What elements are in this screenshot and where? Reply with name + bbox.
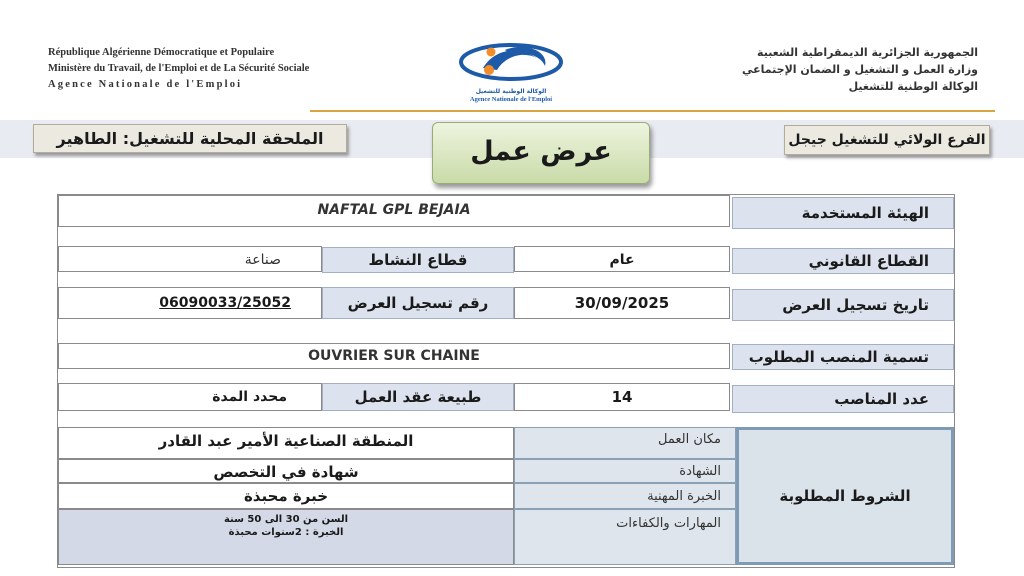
local-office-label: الملحقة المحلية للتشغيل: الطاهير bbox=[33, 124, 347, 153]
page-title: عرض عمل bbox=[432, 122, 650, 184]
employer-label: الهيئة المستخدمة bbox=[732, 197, 954, 229]
header-ar-line-1: الجمهورية الجزائرية الديمقراطية الشعبية bbox=[757, 46, 978, 59]
header-fr-line-1: République Algérienne Démocratique et Populaire bbox=[48, 47, 275, 58]
header-fr-line-2: Ministère du Travail, de l'Emploi et de La Sécurité Sociale bbox=[48, 63, 310, 74]
header-arabic bbox=[598, 44, 978, 95]
workplace-value: المنطقة الصناعية الأمير عبد القادر bbox=[58, 427, 514, 459]
experience-value: خبرة محبذة bbox=[58, 483, 514, 509]
header-divider bbox=[310, 110, 995, 112]
job-title-label: تسمية المنصب المطلوب bbox=[732, 344, 954, 370]
conditions-title: الشروط المطلوبة bbox=[736, 427, 954, 565]
logo-french-text: Agence Nationale de l'Emploi bbox=[469, 96, 553, 103]
registration-date-value: 30/09/2025 bbox=[514, 287, 730, 319]
skills-line-1: السن من 30 الى 50 سنة bbox=[223, 514, 349, 525]
diploma-value: شهادة في التخصص bbox=[58, 459, 514, 483]
experience-label: الخبرة المهنية bbox=[514, 483, 736, 509]
logo-arabic-text: الوكالة الوطنية للتشغيل bbox=[475, 88, 547, 95]
contract-label: طبيعة عقد العمل bbox=[322, 383, 514, 411]
activity-value: صناعة bbox=[58, 246, 322, 272]
registration-number-label: رقم تسجيل العرض bbox=[322, 287, 514, 319]
branch-label: الفرع الولائي للتشغيل جيجل bbox=[784, 125, 990, 155]
diploma-label: الشهادة bbox=[514, 459, 736, 483]
anem-logo-icon bbox=[453, 40, 569, 86]
employer-value: NAFTAL GPL BEJAIA bbox=[58, 195, 730, 227]
legal-sector-value: عام bbox=[514, 246, 730, 272]
header-fr-line-3: Agence Nationale de l'Emploi bbox=[48, 79, 243, 90]
skills-line-2: الخبرة : 2سنوات محبذة bbox=[228, 527, 344, 538]
activity-label: قطاع النشاط bbox=[322, 247, 514, 273]
anem-logo bbox=[447, 40, 575, 108]
contract-value: محدد المدة bbox=[58, 383, 322, 411]
skills-label: المهارات والكفاءات bbox=[514, 509, 736, 565]
job-title-value: OUVRIER SUR CHAINE bbox=[58, 343, 730, 369]
registration-date-label: تاريخ تسجيل العرض bbox=[732, 289, 954, 321]
header-french bbox=[48, 45, 428, 93]
legal-sector-label: القطاع القانوني bbox=[732, 248, 954, 274]
header-ar-line-3: الوكالة الوطنية للتشغيل bbox=[848, 80, 978, 93]
positions-label: عدد المناصب bbox=[732, 385, 954, 413]
registration-number-value: 06090033/25052 bbox=[58, 287, 322, 319]
workplace-label: مكان العمل bbox=[514, 427, 736, 459]
positions-value: 14 bbox=[514, 383, 730, 411]
skills-value bbox=[58, 509, 514, 565]
header-ar-line-2: وزارة العمل و التشغيل و الضمان الإجتماعي bbox=[742, 63, 978, 76]
